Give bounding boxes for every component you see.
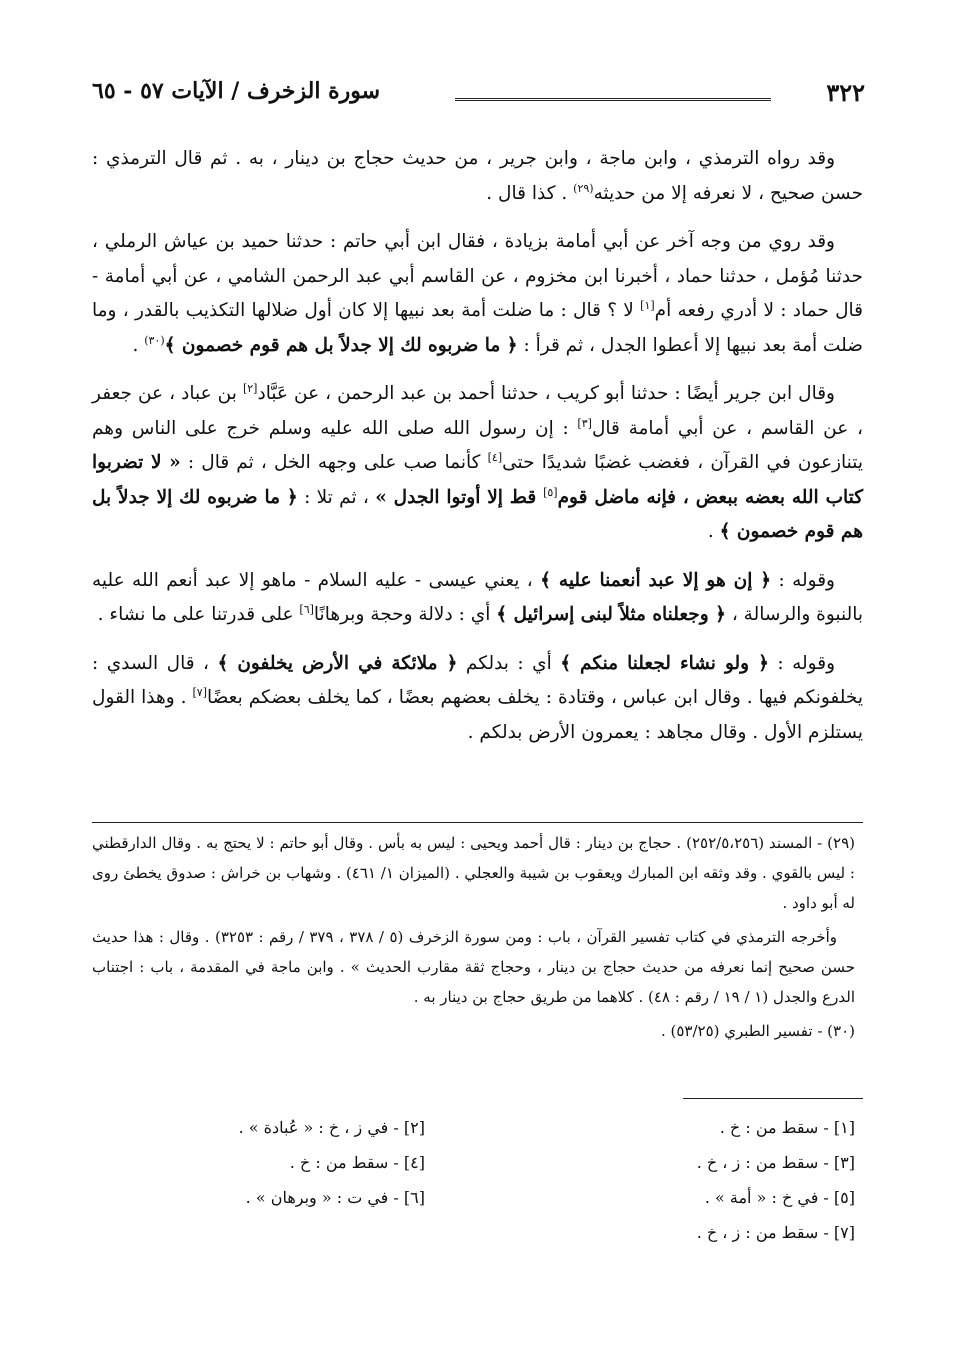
text: . [707,521,720,542]
variant-note-ref: [٦] [299,602,314,616]
text: وقوله : [771,569,835,591]
footnote-ref: (٣٠) [144,333,165,347]
variant-note-5: [٥] - في خ : « أمة » . [704,1188,855,1207]
text: : إن رسول الله صلى الله عليه وسلم خرج على الناس وهم يتنازعون في القرآن ، فغضب غضبًا شديدًا حتى [92,417,863,473]
variant-note-1: [١] - سقط من : خ . [719,1118,855,1137]
running-title: سورة الزخرف / الآيات ٥٧ - ٦٥ [92,78,381,104]
text: . كذا قال . [486,182,574,204]
paragraph-5 [92,647,863,751]
paragraph-1 [92,142,863,211]
page-header [92,78,865,118]
quran-verse: ﴿ ولو نشاء لجعلنا منكم ﴾ [560,652,769,674]
text: ، قال السدي : يخلفونكم فيها . وقال ابن عباس ، وقتادة : يخلف بعضهم بعضًا ، كما يخلف بعضكم بعضًا [92,652,863,708]
footnote-separator [92,822,863,823]
text: أي : بدلكم [457,652,561,674]
text: وقال ابن جرير أيضًا : حدثنا أبو كريب ، حدثنا أحمد بن عبد الرحمن ، عن عَبَّاد [257,383,835,404]
footnote-29-continued: وأخرجه الترمذي في كتاب تفسير القرآن ، باب : ومن سورة الزخرف (٥ / ٣٧٨ ، ٣٧٩ / رقم : ٣٢٥٣) . وقال : هذا حديث حسن صحيح إنما نعرفه من حديث حجاج بن دينار ، وحجاج ثقة مقارب الحديث » . وابن ماجة في المقدمة ، باب : اجتناب الدرع والجدل (١ / ١٩ / رقم : ٤٨) . كلاهما من طريق حجاج بن دينار به . [92,928,855,1006]
variant-note-ref: [١] [640,298,655,312]
hadith-text: قط إلا أوتوا الجدل » [375,486,544,508]
variant-note-ref: [٤] [487,450,503,464]
page-number: ٣٢٢ [826,78,865,107]
footnote-29: (٢٩) - المسند (٢٥٢/٥،٢٥٦) . حجاج بن دينار : قال أحمد ويحيى : ليس به بأس . وقال أبو حاتم : لا يحتج به . وقال الدارقطني : ليس بالقوي . وقد وثقه ابن المبارك ويعقوب بن شيبة والعجلي . (الميزان ١/ ٤٦١) . وشهاب بن خراش : صدوق يخطئ روى له أبو داود . [92,834,855,912]
hadith-text: « لا تضربوا كتاب الله بعضه ببعض ، فإنه ماضل قوم [92,452,864,508]
quran-verse: ﴿ ما ضربوه لك إلا جدلاً بل هم قوم خصمون ﴾ [92,486,863,542]
paragraph-2 [92,225,863,363]
notes-column-right [525,1110,855,1250]
variant-note-7: [٧] - سقط من : ز ، خ . [696,1223,855,1242]
variant-note-ref: [٣] [577,416,592,430]
variant-note-ref: [٧] [192,685,207,699]
text: كأنما صب على وجهه الخل ، ثم قال : [180,452,488,473]
paragraph-4 [92,564,863,633]
variant-note-6: [٦] - في ت : « وبرهان » . [245,1188,425,1207]
notes-column-left [95,1110,425,1215]
text: . [132,334,145,356]
footnotes [92,828,855,1050]
text: على قدرتنا على ما نشاء . [97,604,300,625]
notes-separator [683,1098,863,1099]
variant-note-2: [٢] - في ز ، خ : « عُبادة » . [238,1118,425,1137]
quran-verse: ﴿ وجعلناه مثلاً لبنى إسرائيل ﴾ [496,604,726,625]
text: أي : دلالة وحجة وبرهانًا [313,604,497,625]
header-rule [455,98,771,101]
text: لا ؟ قال : ما ضلت أمة بعد نبيها إلا كان أول ضلالها التكذيب بالقدر ، وما ضلت أمة بعد نبيها إلا أعطوا الجدل ، ثم قرأ : [92,300,863,356]
quran-verse: ﴿ ما ضربوه لك إلا جدلاً بل هم قوم خصمون ﴾ [164,334,518,356]
variant-note-4: [٤] - سقط من : خ . [289,1153,425,1172]
quran-verse: ﴿ ملائكة في الأرض يخلفون ﴾ [217,652,458,674]
footnote-ref: (٢٩) [573,181,594,195]
quran-verse: ﴿ إن هو إلا عبد أنعمنا عليه ﴾ [540,569,772,591]
text: ، يعني عيسى - عليه السلام - ماهو إلا عبد أنعم الله عليه بالنبوة والرسالة ، [92,569,863,625]
text: بن عباد ، عن جعفر ، عن القاسم ، عن أبي أمامة قال [92,383,864,439]
text: . وهذا القول يستلزم الأول . وقال مجاهد : يعمرون الأرض بدلكم . [92,687,863,743]
main-text [92,142,863,764]
footnote-30: (٣٠) - تفسير الطبري (٥٣/٢٥) . [660,1022,855,1040]
paragraph-3 [92,377,863,550]
variant-note-ref: [٥] [543,485,558,499]
variant-note-ref: [٢] [242,381,258,395]
text: ، ثم تلا : [297,486,376,508]
variant-note-3: [٣] - سقط من : ز ، خ . [696,1153,855,1172]
text: وقد روي من وجه آخر عن أبي أمامة بزيادة ، فقال ابن أبي حاتم : حدثنا حميد بن عياش الرملي ، حدثنا مُؤمل ، حدثنا حماد ، أخبرنا ابن مخزوم ، عن القاسم أبي عبد الرحمن الشامي ، عن أبي أمامة - قال حماد : لا أدري رفعه أم [92,231,863,321]
text: وقوله : [768,652,836,674]
text: وقد رواه الترمذي ، وابن ماجة ، وابن جرير ، من حديث حجاج بن دينار ، به . ثم قال الترمذي : حسن صحيح ، لا نعرفه إلا من حديثه [92,148,863,204]
